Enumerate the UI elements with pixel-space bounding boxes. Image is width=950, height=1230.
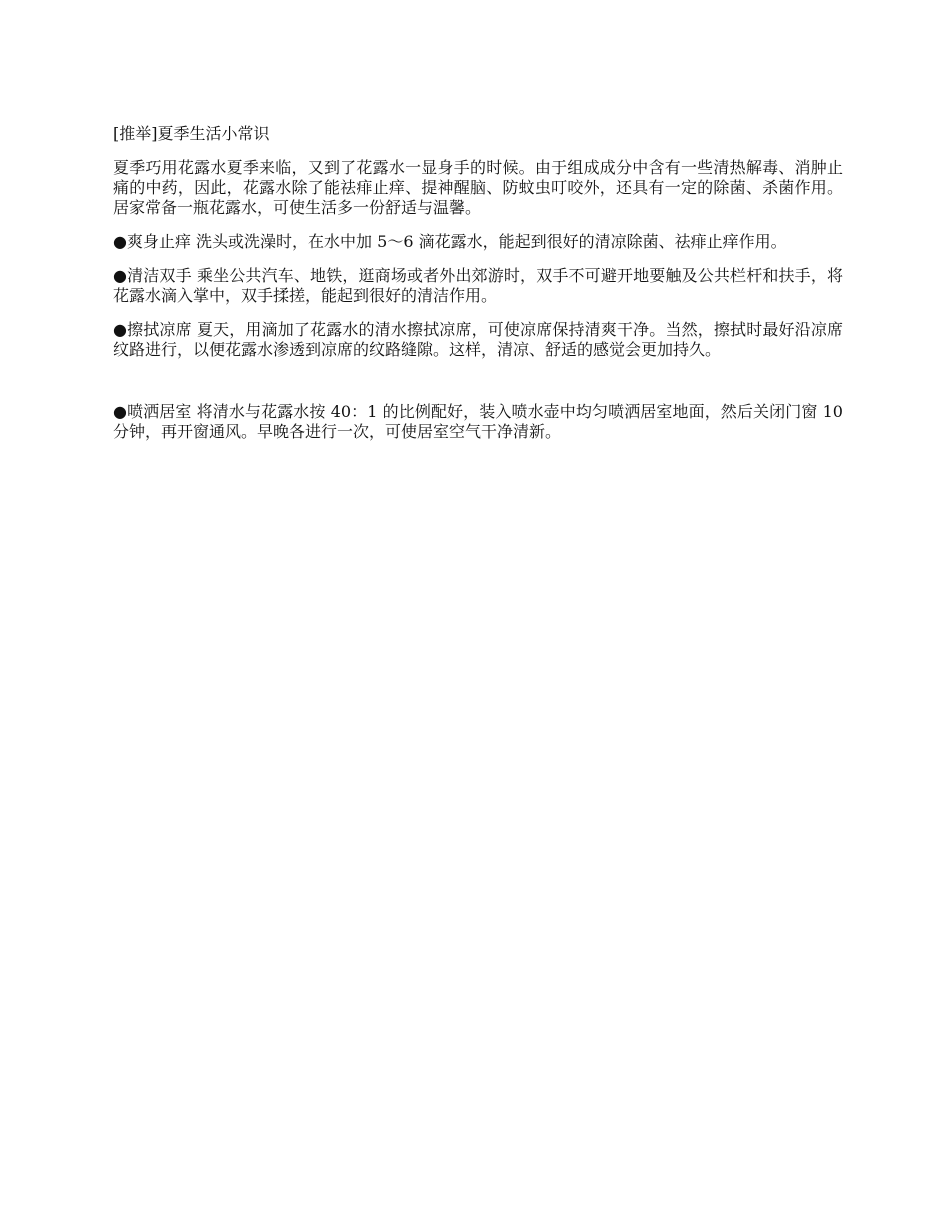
- document-title: [推举]夏季生活小常识: [113, 124, 270, 143]
- paragraph-body-refresh: ●爽身止痒 洗头或洗澡时，在水中加 5～6 滴花露水，能起到很好的清凉除菌、祛痱止痒作用。: [113, 232, 787, 251]
- paragraph-spray-room: ●喷洒居室 将清水与花露水按 40：1 的比例配好，装入喷水壶中均匀喷洒居室地面，然后关闭门窗 10 分钟，再开窗通风。早晚各进行一次，可使居室空气干净清新。: [113, 402, 843, 441]
- paragraph-wipe-mat: ●擦拭凉席 夏天，用滴加了花露水的清水擦拭凉席，可使凉席保持清爽干净。当然，擦拭时最好沿凉席纹路进行，以便花露水渗透到凉席的纹路缝隙。这样，清凉、舒适的感觉会更加持久。: [113, 320, 843, 359]
- paragraph-intro: 夏季巧用花露水夏季来临，又到了花露水一显身手的时候。由于组成成分中含有一些清热解毒、消肿止痛的中药，因此，花露水除了能祛痱止痒、提神醒脑、防蚊虫叮咬外，还具有一定的除菌、杀菌作用。居家常备一瓶花露水，可使生活多一份舒适与温馨。: [113, 158, 843, 217]
- document-body: [113, 124, 843, 456]
- paragraph-clean-hands: ●清洁双手 乘坐公共汽车、地铁，逛商场或者外出郊游时，双手不可避开地要触及公共栏杆和扶手，将花露水滴入掌中，双手揉搓，能起到很好的清洁作用。: [113, 266, 843, 305]
- paragraph-spacer: [113, 374, 843, 402]
